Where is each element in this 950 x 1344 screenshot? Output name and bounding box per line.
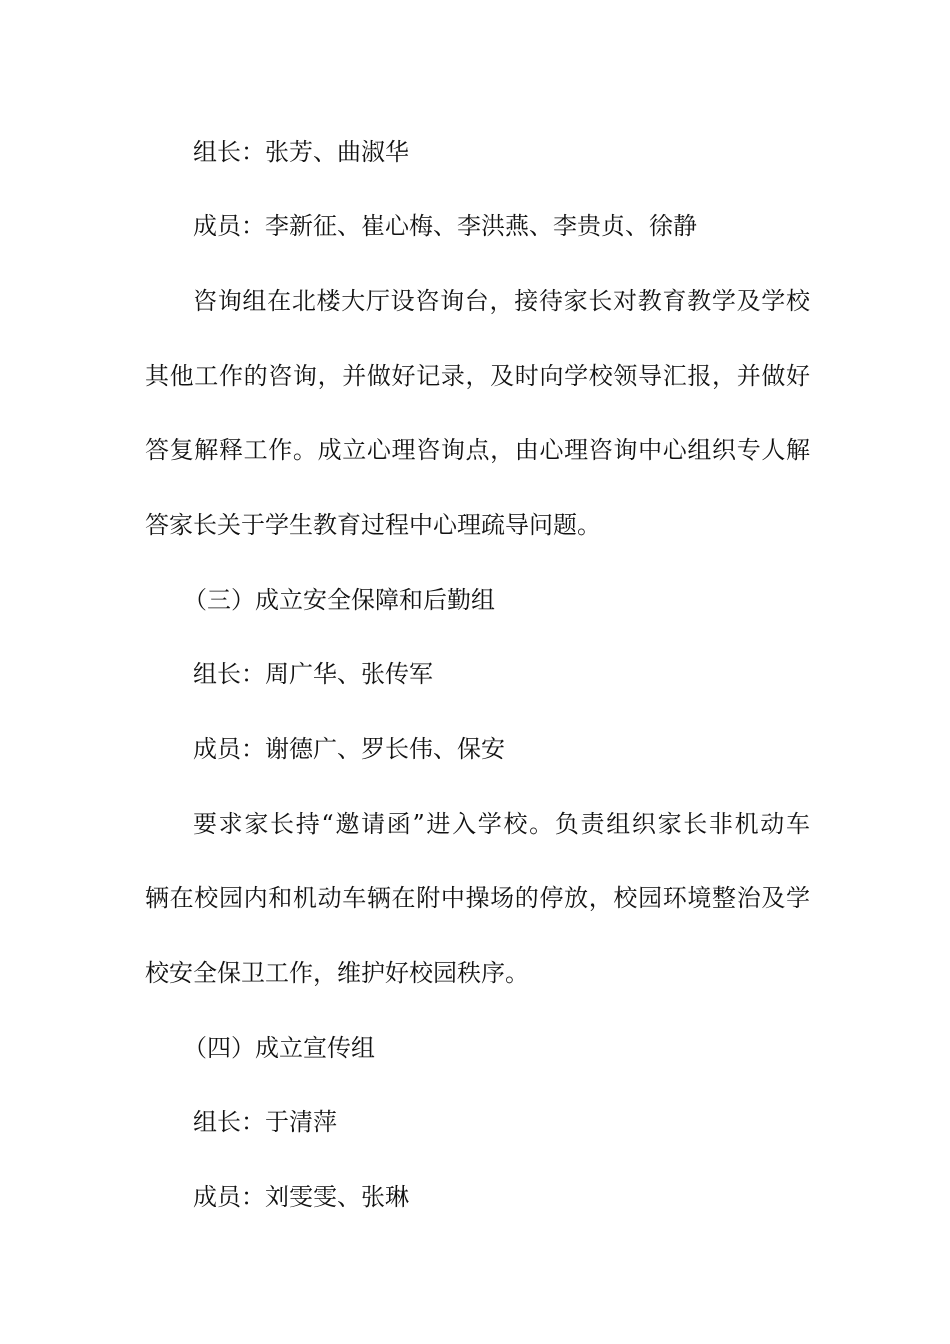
group-members-line: 成员：李新征、崔心梅、李洪燕、李贵贞、徐静 [193,212,697,240]
section-heading: （三）成立安全保障和后勤组 [183,586,495,614]
paragraph-line: 校安全保卫工作，维护好校园秩序。 [145,959,529,987]
paragraph-line: 辆在校园内和机动车辆在附中操场的停放，校园环境整治及学 [145,884,810,912]
group-leader-line: 组长：张芳、曲淑华 [193,138,409,166]
section-heading: （四）成立宣传组 [183,1034,375,1062]
paragraph-line: 其他工作的咨询，并做好记录，及时向学校领导汇报，并做好 [145,362,810,390]
paragraph-line: 咨询组在北楼大厅设咨询台，接待家长对教育教学及学校 [193,287,810,315]
paragraph-line: 答复解释工作。成立心理咨询点，由心理咨询中心组织专人解 [145,436,810,464]
paragraph-line: 要求家长持“邀请函”进入学校。负责组织家长非机动车 [193,810,810,838]
group-members-line: 成员：刘雯雯、张琳 [193,1183,409,1211]
paragraph-line: 答家长关于学生教育过程中心理疏导问题。 [145,511,601,539]
group-members-line: 成员：谢德广、罗长伟、保安 [193,735,505,763]
group-leader-line: 组长：周广华、张传军 [193,660,433,688]
group-leader-line: 组长：于清萍 [193,1108,337,1136]
